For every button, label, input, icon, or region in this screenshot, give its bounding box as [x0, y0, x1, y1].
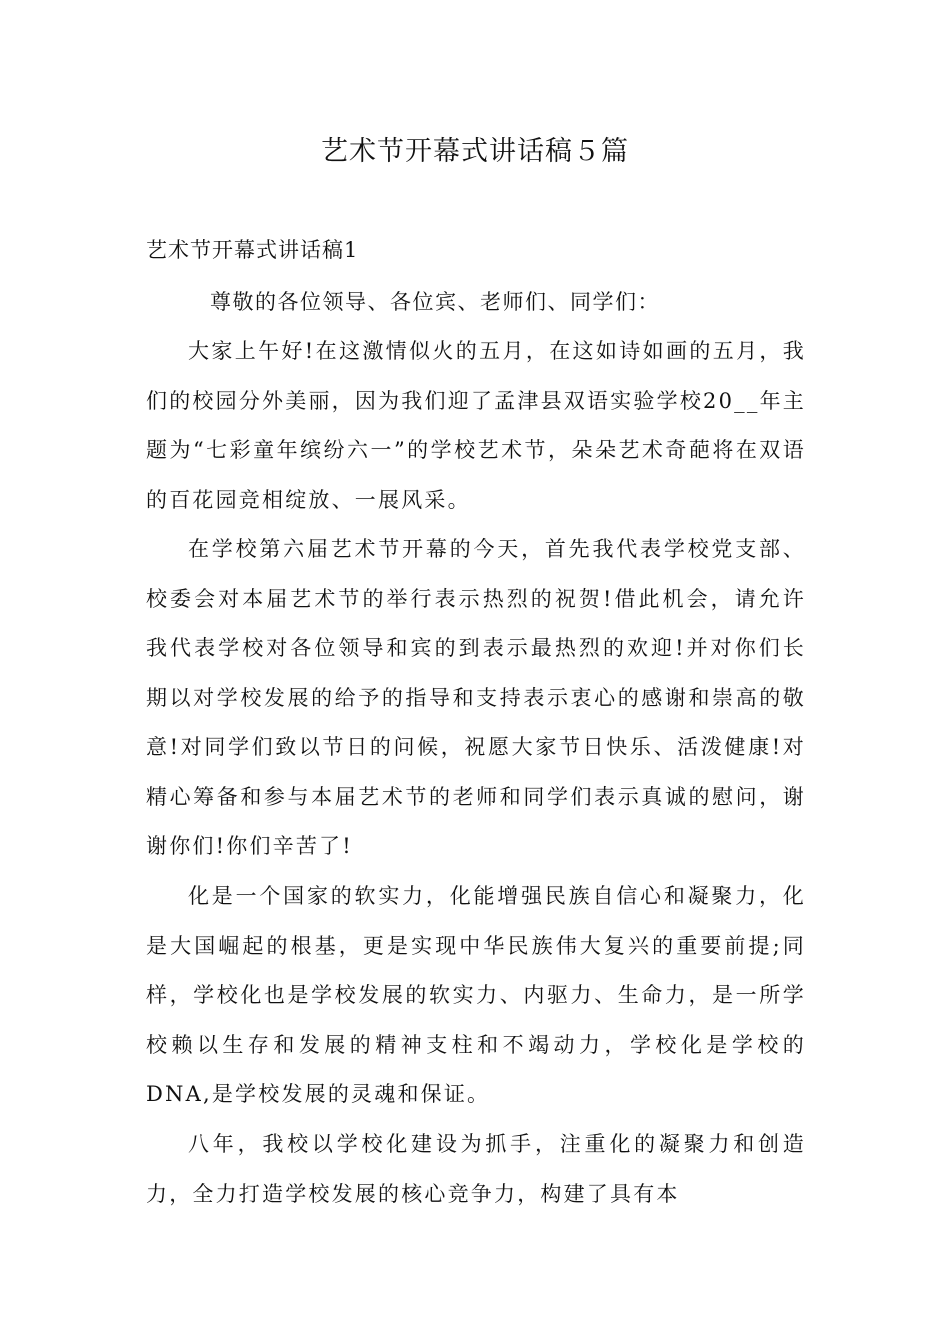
- paragraph-4: 八年，我校以学校化建设为抓手，注重化的凝聚力和创造力，全力打造学校发展的核心竞争力，构建了具有本: [146, 1132, 806, 1206]
- section-heading: 艺术节开幕式讲话稿1: [146, 238, 359, 262]
- paragraph-2: 在学校第六届艺术节开幕的今天，首先我代表学校党支部、校委会对本届艺术节的举行表示热烈的祝贺!借此机会，请允许我代表学校对各位领导和宾的到表示最热烈的欢迎!并对你们长期以对学校发展的给予的指导和支持表示衷心的感谢和崇高的敬意!对同学们致以节日的问候，祝愿大家节日快乐、活泼健康!对精心筹备和参与本届艺术节的老师和同学们表示真诚的慰问，谢谢你们!你们辛苦了!: [146, 537, 806, 858]
- salutation: 尊敬的各位领导、各位宾、老师们、同学们：: [210, 290, 660, 314]
- paragraph-3: 化是一个国家的软实力，化能增强民族自信心和凝聚力，化是大国崛起的根基，更是实现中华民族伟大复兴的重要前提;同样，学校化也是学校发展的软实力、内驱力、生命力，是一所学校赖以生存和发展的精神支柱和不竭动力，学校化是学校的DNA,是学校发展的灵魂和保证。: [146, 884, 806, 1106]
- paragraph-1: 大家上午好!在这激情似火的五月，在这如诗如画的五月，我们的校园分外美丽，因为我们迎了孟津县双语实验学校20__年主题为“七彩童年缤纷六一”的学校艺术节，朵朵艺术奇葩将在双语的百花园竞相绽放、一展风采。: [146, 339, 806, 512]
- document-title: 艺术节开幕式讲话稿５篇: [321, 136, 629, 167]
